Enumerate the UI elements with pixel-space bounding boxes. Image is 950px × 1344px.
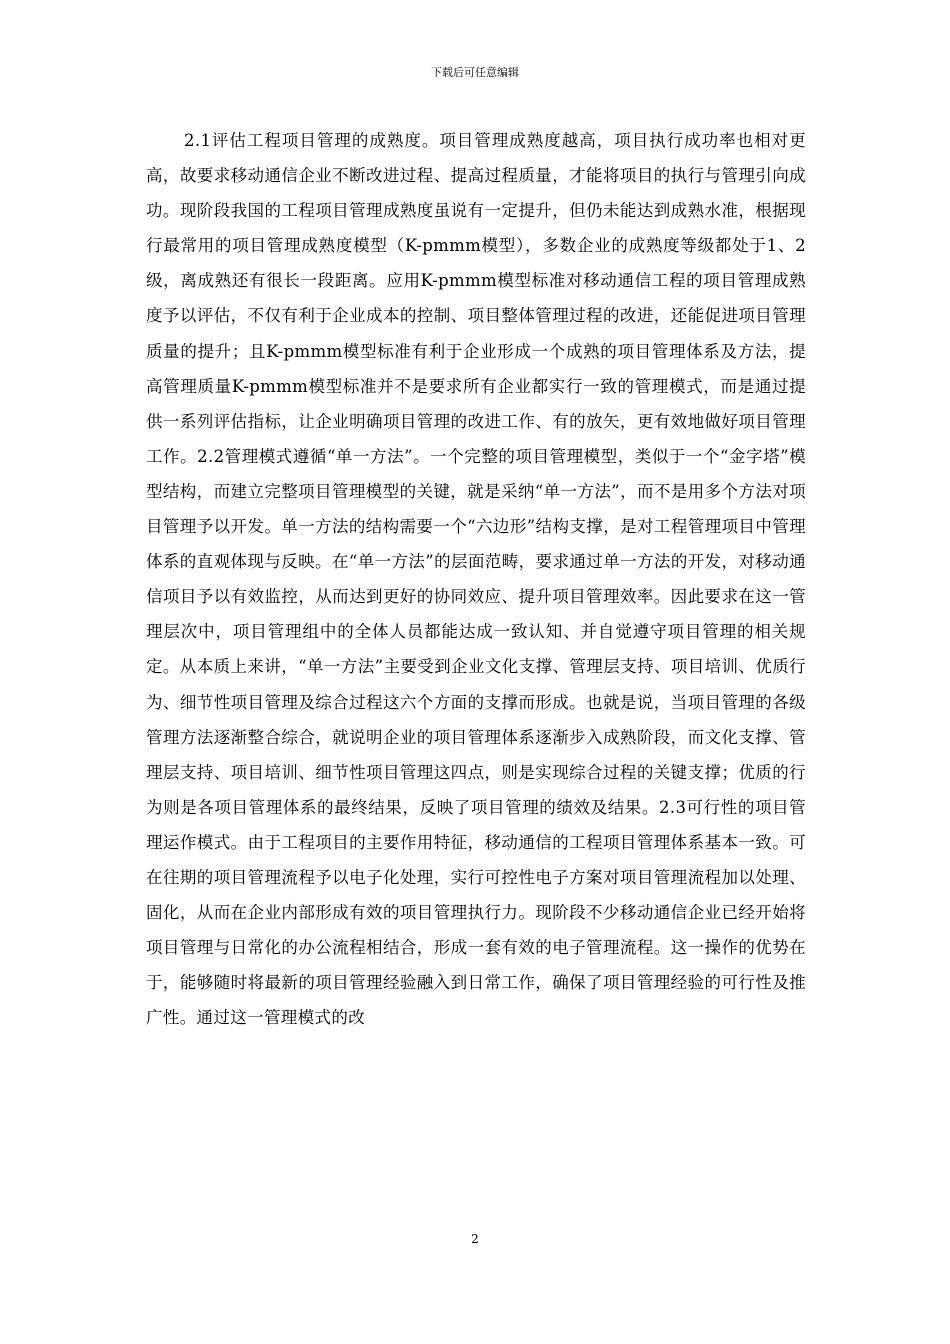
body-paragraph: 2.1评估工程项目管理的成熟度。项目管理成熟度越高，项目执行成功率也相对更高，故要求移动通信企业不断改进过程、提高过程质量，才能将项目的执行与管理引向成功。现阶段我国的工程项目管理成熟度虽说有一定提升，但仍未能达到成熟水准，根据现行最常用的项目管理成熟度模型（K-pmmm模型），多数企业的成熟度等级都处于1、2级，离成熟还有很长一段距离。应用K-pmmm模型标准对移动通信工程的项目管理成熟度予以评估，不仅有利于企业成本的控制、项目整体管理过程的改进，还能促进项目管理质量的提升；且K-pmmm模型标准有利于企业形成一个成熟的项目管理体系及方法，提高管理质量K-pmmm模型标准并不是要求所有企业都实行一致的管理模式，而是通过提供一系列评估指标，让企业明确项目管理的改进工作、有的放矢，更有效地做好项目管理工作。2.2管理模式遵循“单一方法”。一个完整的项目管理模型，类似于一个“金字塔”模型结构，而建立完整项目管理模型的关键，就是采纳“单一方法”，而不是用多个方法对项目管理予以开发。单一方法的结构需要一个“六边形”结构支撑，是对工程管理项目中管理体系的直观体现与反映。在“单一方法”的层面范畴，要求通过单一方法的开发，对移动通信项目予以有效监控，从而达到更好的协同效应、提升项目管理效率。因此要求在这一管理层次中，项目管理组中的全体人员都能达成一致认知、并自觉遵守项目管理的相关规定。从本质上来讲，“单一方法”主要受到企业文化支撑、管理层支持、项目培训、优质行为、细节性项目管理及综合过程这六个方面的支撑而形成。也就是说，当项目管理的各级管理方法逐渐整合综合，就说明企业的项目管理体系逐渐步入成熟阶段，而文化支撑、管理层支持、项目培训、细节性项目管理这四点，则是实现综合过程的关键支撑；优质的行为则是各项目管理体系的最终结果，反映了项目管理的绩效及结果。2.3可行性的项目管理运作模式。由于工程项目的主要作用特征，移动通信的工程项目管理体系基本一致。可在往期的项目管理流程予以电子化处理，实行可控性电子方案对项目管理流程加以处理、固化，从而在企业内部形成有效的项目管理执行力。现阶段不少移动通信企业已经开始将项目管理与日常化的办公流程相结合，形成一套有效的电子管理流程。这一操作的优势在于，能够随时将最新的项目管理经验融入到日常工作，确保了项目管理经验的可行性及推广性。通过这一管理模式的改 (146, 131, 806, 1028)
page-header: 下载后可任意编辑 (431, 66, 519, 79)
page-number: 2 (471, 1232, 479, 1246)
